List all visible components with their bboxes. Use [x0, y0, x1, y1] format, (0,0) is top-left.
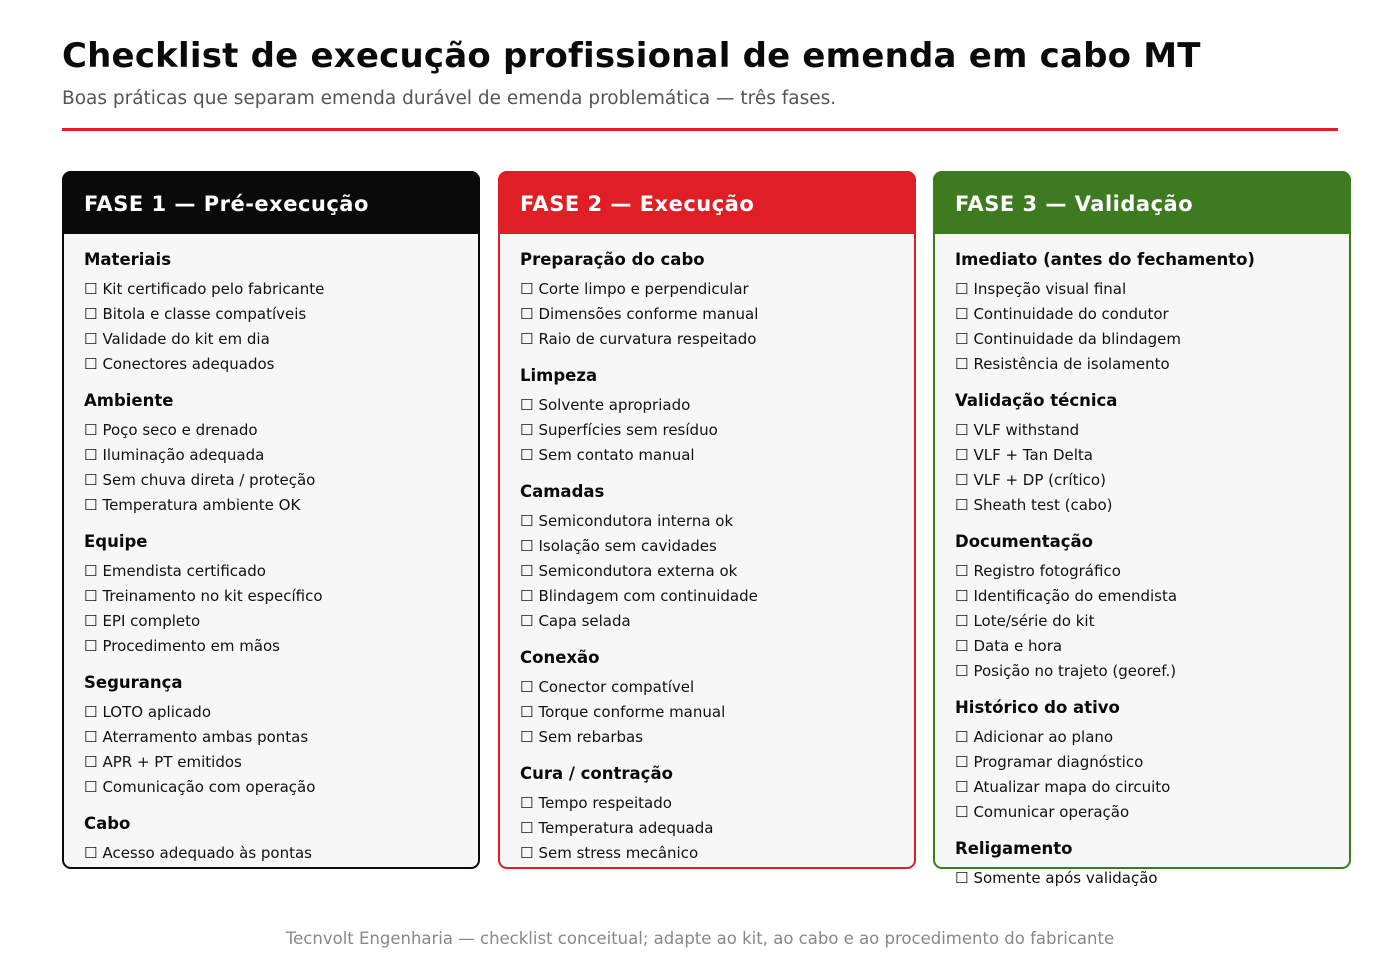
- group-title: Materiais: [84, 250, 172, 269]
- checklist-item-label: Conector compatível: [538, 678, 695, 696]
- checklist-item-label: Programar diagnóstico: [973, 753, 1144, 771]
- checklist-item-label: Emendista certificado: [102, 562, 266, 580]
- checkbox-icon: ☐: [84, 778, 98, 796]
- checkbox-icon: ☐: [955, 280, 969, 298]
- phase-card-validacao: [933, 171, 1351, 887]
- checklist-item: [955, 352, 1335, 377]
- checkbox-icon: ☐: [84, 703, 98, 721]
- checklist-item-label: Bitola e classe compatíveis: [102, 305, 307, 323]
- checkbox-icon: ☐: [520, 446, 534, 464]
- checklist-item-label: Atualizar mapa do circuito: [973, 778, 1171, 796]
- checkbox-icon: ☐: [520, 587, 534, 605]
- checklist-item: [955, 584, 1335, 609]
- checkbox-icon: ☐: [84, 562, 98, 580]
- checklist-item-label: EPI completo: [102, 612, 201, 630]
- group-title: Ambiente: [84, 391, 174, 410]
- checklist-group: [955, 249, 1335, 377]
- checklist-group: [955, 697, 1335, 825]
- checklist-item-label: Comunicação com operação: [102, 778, 316, 796]
- checklist-group: [955, 390, 1335, 518]
- checklist-item-label: VLF withstand: [973, 421, 1080, 439]
- checklist-group: [520, 365, 900, 468]
- checklist-item: [520, 509, 900, 534]
- checkbox-icon: ☐: [84, 612, 98, 630]
- checklist-item-label: Blindagem com continuidade: [538, 587, 758, 605]
- checklist-item: [955, 866, 1335, 891]
- checklist-item: [520, 327, 900, 352]
- checklist-item-label: Dimensões conforme manual: [538, 305, 759, 323]
- checklist-item: [955, 418, 1335, 443]
- checklist-item-label: Semicondutora externa ok: [538, 562, 738, 580]
- checkbox-icon: ☐: [955, 305, 969, 323]
- checkbox-icon: ☐: [955, 496, 969, 514]
- checklist-item-label: Continuidade do condutor: [973, 305, 1169, 323]
- checklist-item-label: Continuidade da blindagem: [973, 330, 1181, 348]
- checklist-item: [84, 841, 464, 866]
- checklist-item: [520, 791, 900, 816]
- checkbox-icon: ☐: [84, 637, 98, 655]
- checklist-item: [84, 277, 464, 302]
- checklist-item: [84, 468, 464, 493]
- checklist-item-label: Acesso adequado às pontas: [102, 844, 312, 862]
- checklist-item-label: Sem chuva direta / proteção: [102, 471, 316, 489]
- checklist-item: [520, 700, 900, 725]
- checkbox-icon: ☐: [955, 587, 969, 605]
- group-title: Imediato (antes do fechamento): [955, 250, 1255, 269]
- checklist-item-label: Identificação do emendista: [973, 587, 1178, 605]
- checklist-group: [84, 813, 464, 866]
- checkbox-icon: ☐: [84, 587, 98, 605]
- checklist-item-label: Iluminação adequada: [102, 446, 265, 464]
- checkbox-icon: ☐: [955, 471, 969, 489]
- checkbox-icon: ☐: [520, 305, 534, 323]
- checkbox-icon: ☐: [955, 869, 969, 887]
- phase-card-execucao: [498, 171, 916, 869]
- checklist-item-label: Posição no trajeto (georef.): [973, 662, 1177, 680]
- checklist-item: [955, 725, 1335, 750]
- checklist-item-label: Procedimento em mãos: [102, 637, 280, 655]
- checklist-item: [955, 468, 1335, 493]
- checkbox-icon: ☐: [520, 728, 534, 746]
- checklist-item-label: Sem stress mecânico: [538, 844, 699, 862]
- group-title: Equipe: [84, 532, 148, 551]
- group-title: Conexão: [520, 648, 600, 667]
- group-title: Documentação: [955, 532, 1093, 551]
- checklist-item-label: Semicondutora interna ok: [538, 512, 734, 530]
- page-title: Checklist de execução profissional de emenda em cabo MT: [62, 36, 1201, 76]
- checklist-item: [84, 725, 464, 750]
- phase-header: FASE 3 — Validação: [933, 171, 1351, 234]
- checkbox-icon: ☐: [84, 305, 98, 323]
- checkbox-icon: ☐: [955, 562, 969, 580]
- checkbox-icon: ☐: [955, 753, 969, 771]
- checklist-item-label: Adicionar ao plano: [973, 728, 1114, 746]
- checklist-item: [84, 327, 464, 352]
- checklist-item: [84, 352, 464, 377]
- checklist-item-label: Poço seco e drenado: [102, 421, 258, 439]
- checklist-group: [84, 249, 464, 377]
- checkbox-icon: ☐: [84, 421, 98, 439]
- checklist-item-label: Capa selada: [538, 612, 631, 630]
- checklist-item: [955, 443, 1335, 468]
- checklist-item-label: VLF + DP (crítico): [973, 471, 1106, 489]
- checklist-group: [955, 838, 1335, 891]
- checkbox-icon: ☐: [84, 496, 98, 514]
- checklist-group: [520, 481, 900, 634]
- checklist-item: [520, 534, 900, 559]
- checklist-item: [955, 302, 1335, 327]
- checklist-item: [520, 418, 900, 443]
- checklist-item-label: Inspeção visual final: [973, 280, 1127, 298]
- checklist-item-label: Torque conforme manual: [538, 703, 726, 721]
- checkbox-icon: ☐: [520, 537, 534, 555]
- checklist-item-label: APR + PT emitidos: [102, 753, 242, 771]
- checkbox-icon: ☐: [84, 330, 98, 348]
- phase-header: FASE 2 — Execução: [498, 171, 916, 234]
- checkbox-icon: ☐: [520, 396, 534, 414]
- checkbox-icon: ☐: [84, 844, 98, 862]
- checkbox-icon: ☐: [520, 421, 534, 439]
- group-title: Limpeza: [520, 366, 598, 385]
- footer-note: Tecnvolt Engenharia — checklist conceitual; adapte ao kit, ao cabo e ao procedimento do fabricante: [285, 929, 1115, 948]
- title-divider: [62, 128, 1338, 131]
- phase-header: FASE 1 — Pré-execução: [62, 171, 480, 234]
- checkbox-icon: ☐: [955, 662, 969, 680]
- checklist-item-label: Temperatura ambiente OK: [102, 496, 301, 514]
- checklist-item-label: Superfícies sem resíduo: [538, 421, 718, 439]
- checkbox-icon: ☐: [955, 778, 969, 796]
- checklist-item: [84, 609, 464, 634]
- checkbox-icon: ☐: [84, 471, 98, 489]
- checklist-item: [955, 609, 1335, 634]
- group-title: Histórico do ativo: [955, 698, 1120, 717]
- checklist-item: [84, 418, 464, 443]
- checklist-item: [520, 277, 900, 302]
- checklist-item: [84, 559, 464, 584]
- checklist-item: [520, 559, 900, 584]
- checklist-item-label: Aterramento ambas pontas: [102, 728, 309, 746]
- checklist-item: [84, 700, 464, 725]
- checklist-item-label: Comunicar operação: [973, 803, 1130, 821]
- checkbox-icon: ☐: [955, 612, 969, 630]
- checklist-item: [84, 634, 464, 659]
- checklist-item-label: Solvente apropriado: [538, 396, 691, 414]
- checkbox-icon: ☐: [955, 421, 969, 439]
- checklist-item-label: Treinamento no kit específico: [102, 587, 323, 605]
- checklist-item-label: Raio de curvatura respeitado: [538, 330, 757, 348]
- checkbox-icon: ☐: [520, 280, 534, 298]
- checklist-item-label: Somente após validação: [973, 869, 1158, 887]
- group-title: Cabo: [84, 814, 131, 833]
- checklist-item-label: Registro fotográfico: [973, 562, 1121, 580]
- group-title: Segurança: [84, 673, 183, 692]
- checklist-item: [955, 327, 1335, 352]
- checklist-item-label: Corte limpo e perpendicular: [538, 280, 749, 298]
- checklist-item-label: VLF + Tan Delta: [973, 446, 1093, 464]
- checklist-item: [84, 493, 464, 518]
- checklist-group: [520, 249, 900, 352]
- checklist-item: [520, 841, 900, 866]
- checklist-item-label: Kit certificado pelo fabricante: [102, 280, 325, 298]
- checkbox-icon: ☐: [955, 330, 969, 348]
- checkbox-icon: ☐: [955, 728, 969, 746]
- checklist-item: [84, 775, 464, 800]
- checklist-item: [520, 675, 900, 700]
- checklist-item: [520, 443, 900, 468]
- checklist-item-label: Resistência de isolamento: [973, 355, 1170, 373]
- checklist-group: [520, 763, 900, 866]
- checkbox-icon: ☐: [520, 612, 534, 630]
- checklist-item: [955, 634, 1335, 659]
- group-title: Validação técnica: [955, 391, 1118, 410]
- checkbox-icon: ☐: [955, 355, 969, 373]
- checklist-item: [520, 609, 900, 634]
- checklist-group: [955, 531, 1335, 684]
- group-title: Cura / contração: [520, 764, 673, 783]
- checklist-item: [955, 277, 1335, 302]
- checklist-item-label: Validade do kit em dia: [102, 330, 270, 348]
- checklist-item-label: Isolação sem cavidades: [538, 537, 717, 555]
- checkbox-icon: ☐: [955, 637, 969, 655]
- group-title: Camadas: [520, 482, 605, 501]
- checklist-item: [955, 493, 1335, 518]
- checklist-item: [955, 800, 1335, 825]
- checklist-item-label: LOTO aplicado: [102, 703, 212, 721]
- checkbox-icon: ☐: [84, 446, 98, 464]
- checkbox-icon: ☐: [84, 280, 98, 298]
- checklist-item: [520, 725, 900, 750]
- checkbox-icon: ☐: [520, 330, 534, 348]
- checkbox-icon: ☐: [520, 678, 534, 696]
- group-title: Religamento: [955, 839, 1073, 858]
- checkbox-icon: ☐: [520, 844, 534, 862]
- phase-checklist: [955, 249, 1335, 904]
- checkbox-icon: ☐: [84, 728, 98, 746]
- checkbox-icon: ☐: [520, 512, 534, 530]
- checklist-item-label: Sem rebarbas: [538, 728, 644, 746]
- checklist-item: [955, 775, 1335, 800]
- group-title: Preparação do cabo: [520, 250, 705, 269]
- checklist-group: [84, 672, 464, 800]
- checklist-item: [520, 584, 900, 609]
- checklist-item: [84, 584, 464, 609]
- checklist-item: [955, 750, 1335, 775]
- checklist-item: [955, 559, 1335, 584]
- checklist-item-label: Data e hora: [973, 637, 1063, 655]
- checklist-item: [520, 816, 900, 841]
- checkbox-icon: ☐: [84, 753, 98, 771]
- checklist-group: [520, 647, 900, 750]
- checklist-group: [84, 531, 464, 659]
- checkbox-icon: ☐: [955, 803, 969, 821]
- checklist-item: [955, 659, 1335, 684]
- checklist-item-label: Conectores adequados: [102, 355, 275, 373]
- checklist-item-label: Lote/série do kit: [973, 612, 1095, 630]
- checklist-item-label: Sheath test (cabo): [973, 496, 1113, 514]
- checklist-item: [520, 302, 900, 327]
- phase-card-pre-execucao: [62, 171, 480, 869]
- checklist-item: [84, 443, 464, 468]
- checkbox-icon: ☐: [520, 794, 534, 812]
- checkbox-icon: ☐: [520, 819, 534, 837]
- checkbox-icon: ☐: [520, 562, 534, 580]
- checkbox-icon: ☐: [520, 703, 534, 721]
- checklist-item: [520, 393, 900, 418]
- checklist-group: [84, 390, 464, 518]
- checklist-item-label: Temperatura adequada: [538, 819, 714, 837]
- phase-checklist: [520, 249, 900, 879]
- phase-checklist: [84, 249, 464, 879]
- checklist-item-label: Tempo respeitado: [538, 794, 672, 812]
- checklist-item-label: Sem contato manual: [538, 446, 695, 464]
- checkbox-icon: ☐: [955, 446, 969, 464]
- page-subtitle: Boas práticas que separam emenda durável de emenda problemática — três fases.: [62, 88, 837, 109]
- checklist-item: [84, 302, 464, 327]
- checkbox-icon: ☐: [84, 355, 98, 373]
- checklist-item: [84, 750, 464, 775]
